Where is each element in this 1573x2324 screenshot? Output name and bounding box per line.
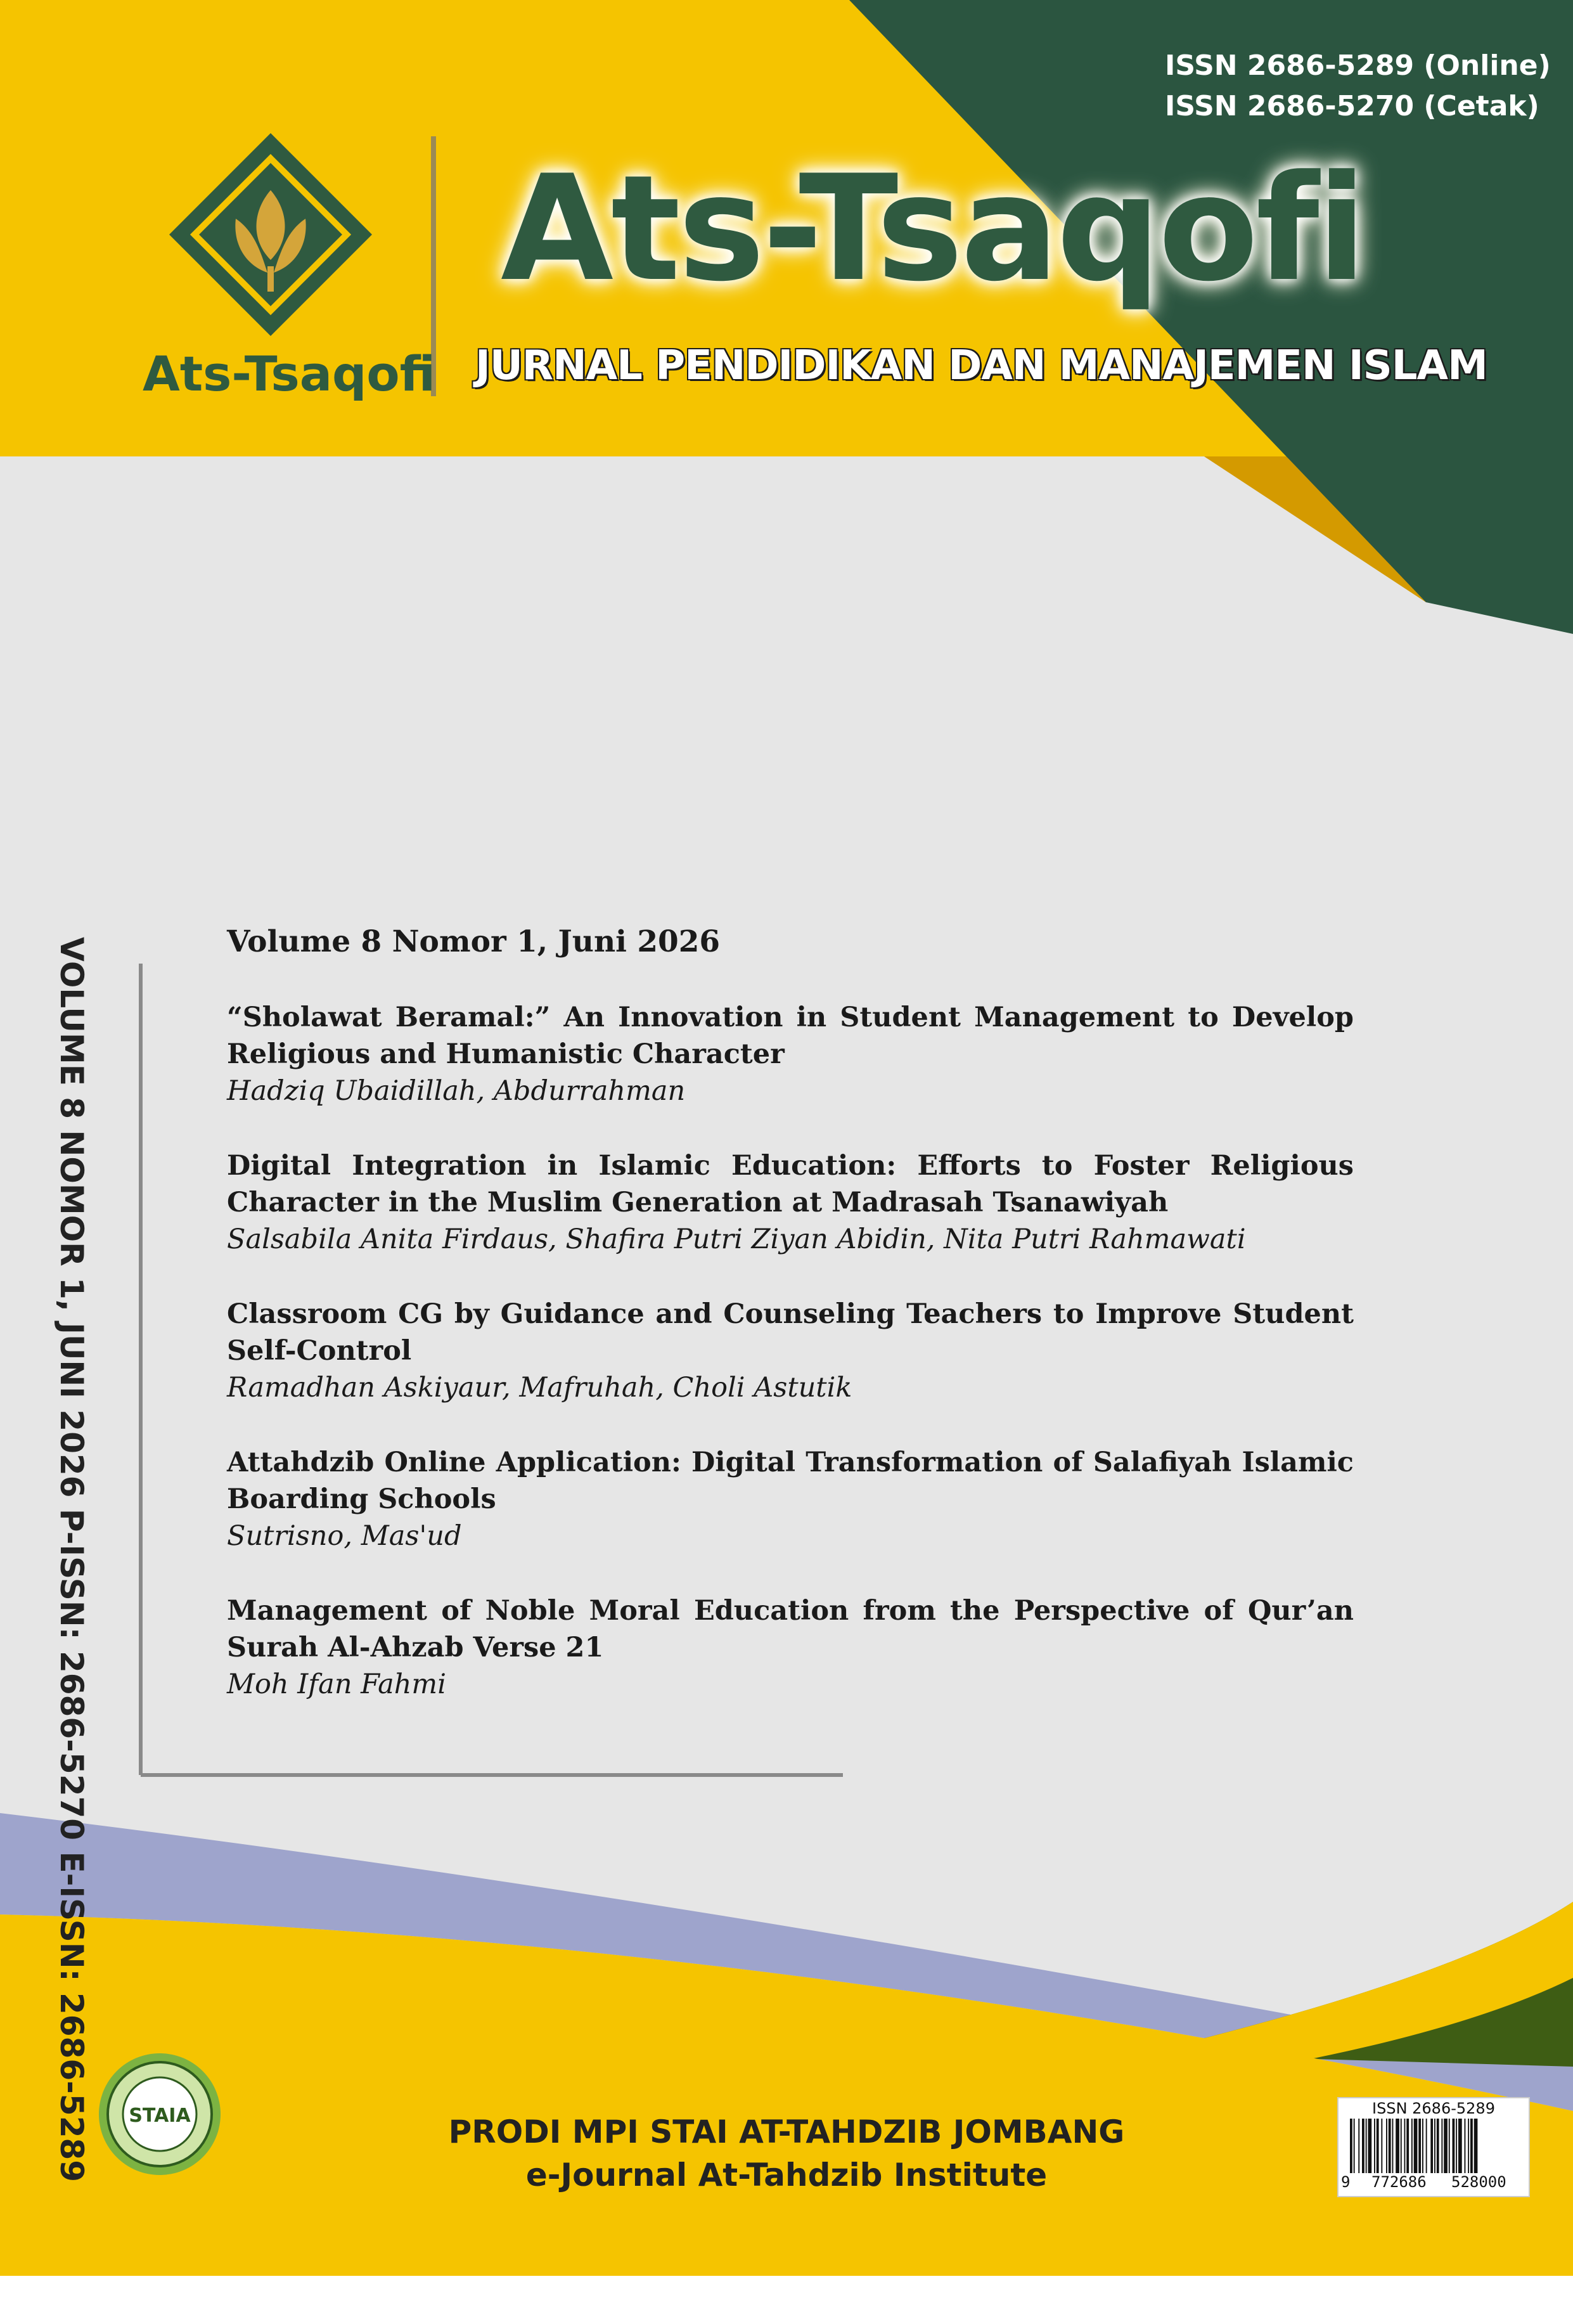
article-authors: Ramadhan Askiyaur, Mafruhah, Choli Astutik <box>227 1372 852 1404</box>
barcode-icon <box>1345 2119 1522 2173</box>
barcode-bar <box>1474 2119 1478 2173</box>
article-authors: Moh Ifan Fahmi <box>227 1669 446 1700</box>
bottom-white-strip <box>0 2276 1573 2324</box>
barcode-bar <box>1441 2119 1442 2173</box>
barcode-bar <box>1411 2119 1413 2173</box>
barcode-bar <box>1430 2119 1433 2173</box>
footer-ejournal: e-Journal At-Tahdzib Institute <box>525 2157 1048 2193</box>
barcode-bar <box>1374 2119 1375 2173</box>
volume-heading: Volume 8 Nomor 1, Juni 2026 <box>227 924 721 959</box>
barcode-box <box>1337 2097 1530 2197</box>
barcode-bar <box>1453 2119 1455 2173</box>
article-title: “Sholawat Beramal:” An Innovation in Student Management to Develop Religious and Humanistic Character <box>227 1002 1354 1070</box>
barcode-bar <box>1358 2119 1359 2173</box>
article-authors: Salsabila Anita Firdaus, Shafira Putri Ziyan Abidin, Nita Putri Rahmawati <box>227 1223 1246 1255</box>
barcode-bar <box>1404 2119 1406 2173</box>
barcode-bar <box>1465 2119 1466 2173</box>
footer-institution: PRODI MPI STAI AT-TAHDZIB JOMBANG <box>448 2114 1125 2150</box>
barcode-bar <box>1386 2119 1387 2173</box>
barcode-bar <box>1381 2119 1382 2173</box>
barcode-bar <box>1414 2119 1418 2173</box>
barcode-bar <box>1426 2119 1427 2173</box>
barcode-issn: ISSN 2686-5289 <box>1372 2100 1495 2117</box>
barcode-bar <box>1468 2119 1469 2173</box>
barcode-bar <box>1366 2119 1367 2173</box>
logo-text: Ats-Tsaqofi <box>143 345 435 402</box>
article-title: Digital Integration in Islamic Education: Efforts to Foster Religious Character in the Muslim Generation at Madrasah Tsanawiyah <box>227 1150 1354 1218</box>
article-item <box>227 999 1354 1109</box>
article-authors: Sutrisno, Mas'ud <box>227 1520 462 1552</box>
barcode-bar <box>1437 2119 1439 2173</box>
barcode-digits-left: 772686 <box>1371 2173 1427 2191</box>
article-item <box>227 1296 1354 1406</box>
institution-seal-icon <box>96 2051 223 2178</box>
barcode-bar <box>1350 2119 1352 2173</box>
barcode-bar <box>1362 2119 1364 2173</box>
barcode-digit-first: 9 <box>1341 2173 1351 2191</box>
journal-title: Ats-Tsaqofi <box>501 145 1364 314</box>
article-title: Attahdzib Online Application: Digital Transformation of Salafiyah Islamic Boarding Schools <box>227 1447 1354 1515</box>
barcode-bar <box>1434 2119 1435 2173</box>
barcode-bar <box>1354 2119 1355 2173</box>
issn-print: ISSN 2686-5270 (Cetak) <box>1165 90 1539 122</box>
article-title: Management of Noble Moral Education from the Perspective of Qur’an Surah Al-Ahzab Verse 21 <box>227 1595 1354 1663</box>
article-item <box>227 1147 1354 1258</box>
barcode-bar <box>1418 2119 1421 2173</box>
barcode-bar <box>1406 2119 1409 2173</box>
barcode-bar <box>1396 2119 1399 2173</box>
barcode-bar <box>1377 2119 1379 2173</box>
article-item <box>227 1592 1354 1703</box>
barcode-digits-right: 528000 <box>1451 2173 1506 2191</box>
barcode-bar <box>1456 2119 1457 2173</box>
barcode-bar <box>1389 2119 1391 2173</box>
article-title: Classroom CG by Guidance and Counseling Teachers to Improve Student Self-Control <box>227 1298 1354 1367</box>
barcode-bar <box>1444 2119 1448 2173</box>
spine-text: VOLUME 8 NOMOR 1, JUNI 2026 P-ISSN: 2686-5270 E-ISSN: 2686-5289 <box>53 937 90 2183</box>
barcode-bar <box>1458 2119 1462 2173</box>
barcode-bar <box>1449 2119 1450 2173</box>
issn-online: ISSN 2686-5289 (Online) <box>1165 49 1551 82</box>
wheat-logo-icon <box>166 130 375 339</box>
barcode-bar <box>1470 2119 1473 2173</box>
barcode-bar <box>1368 2119 1372 2173</box>
barcode-bar <box>1422 2119 1423 2173</box>
barcode-bar <box>1392 2119 1394 2173</box>
article-item <box>227 1444 1354 1554</box>
barcode-bar <box>1401 2119 1402 2173</box>
article-authors: Hadziq Ubaidillah, Abdurrahman <box>227 1075 686 1107</box>
seal-text: STAIA <box>129 2105 191 2127</box>
journal-subtitle: JURNAL PENDIDIKAN DAN MANAJEMEN ISLAM <box>475 342 1487 389</box>
